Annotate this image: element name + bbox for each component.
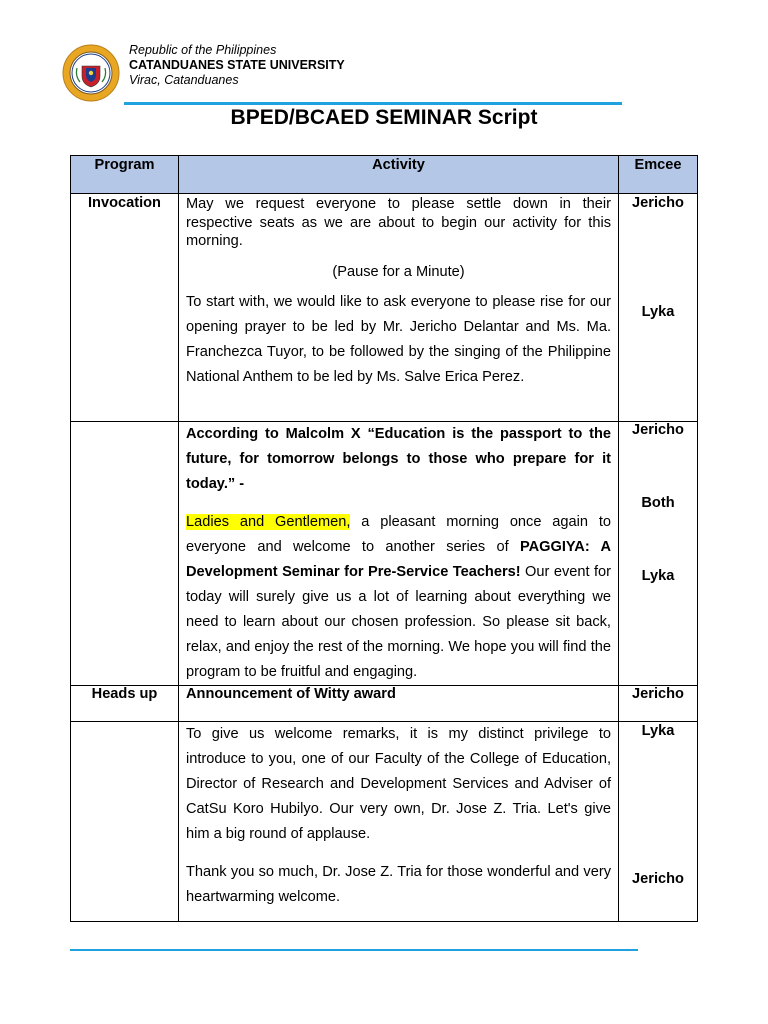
col-header-activity: Activity <box>179 156 619 194</box>
col-header-emcee: Emcee <box>619 156 698 194</box>
program-label: Invocation <box>88 195 161 211</box>
highlighted-greeting: Ladies and Gentlemen, <box>186 514 351 530</box>
activity-quote: According to Malcolm X “Education is the passport to the future, for tomorrow belongs to those who prepare for it today.” - <box>186 426 611 492</box>
activity-note: (Pause for a Minute) <box>332 263 465 280</box>
activity-paragraph: May we request everyone to please settle down in their respective seats as we are about to begin our activity for this morning. <box>186 196 611 249</box>
emcee-name: Jericho <box>632 686 684 702</box>
title-main: BPED/BCAED SEMINAR <box>230 106 473 129</box>
activity-cell <box>179 194 619 422</box>
table-row <box>71 422 698 686</box>
table-row <box>71 194 698 422</box>
emcee-cell <box>619 422 698 686</box>
col-header-program: Program <box>71 156 179 194</box>
activity-cell <box>179 686 619 722</box>
emcee-cell <box>619 722 698 922</box>
university-name: CATANDUANES STATE UNIVERSITY <box>129 58 345 72</box>
table-row <box>71 686 698 722</box>
script-table <box>70 155 698 922</box>
activity-cell <box>179 422 619 686</box>
activity-cell <box>179 722 619 922</box>
emcee-cell <box>619 194 698 422</box>
program-cell <box>71 722 179 922</box>
emcee-name: Jericho <box>632 422 684 438</box>
location-line: Virac, Catanduanes <box>129 73 239 87</box>
emcee-name: Lyka <box>641 304 675 320</box>
activity-paragraph <box>186 510 611 685</box>
emcee-name: Lyka <box>641 723 675 739</box>
letterhead <box>129 43 345 88</box>
emcee-cell <box>619 686 698 722</box>
bottom-divider <box>70 949 638 951</box>
emcee-name: Lyka <box>641 568 675 584</box>
program-label: Heads up <box>91 686 158 702</box>
university-seal-logo <box>62 44 120 102</box>
activity-text: a pleasant morning once again to everyone and welcome to another series of <box>186 514 612 555</box>
activity-text: Announcement of Witty award <box>186 686 396 702</box>
table-header-row <box>71 156 698 194</box>
page-title <box>0 106 768 130</box>
program-cell <box>71 194 179 422</box>
activity-paragraph: Thank you so much, Dr. Jose Z. Tria for those wonderful and very heartwarming welcome. <box>186 864 611 905</box>
emcee-name: Jericho <box>632 195 684 211</box>
table-row <box>71 722 698 922</box>
activity-paragraph: To start with, we would like to ask everyone to please rise for our opening prayer to be led by Mr. Jericho Delantar and Ms. Ma. Franchezca Tuyor, to be followed by the singing of the Philippine National Anthem to be led by Ms. Salve Erica Perez. <box>186 294 611 385</box>
seminar-title: PAGGIYA: A Development Seminar for Pre-Service Teachers! <box>186 539 611 580</box>
top-divider <box>124 102 622 105</box>
emcee-name: Both <box>641 495 675 511</box>
program-cell <box>71 422 179 686</box>
emcee-name: Jericho <box>632 871 684 887</box>
title-suffix: Script <box>477 106 538 129</box>
republic-line: Republic of the Philippines <box>129 43 277 57</box>
program-cell <box>71 686 179 722</box>
activity-text: Our event for today will surely give us a lot of learning about everything we need to learn about our chosen profession. So please sit back, relax, and enjoy the rest of the morning. We hope you will find the program to be fruitful and engaging. <box>186 564 611 680</box>
activity-paragraph: To give us welcome remarks, it is my distinct privilege to introduce to you, one of our Faculty of the College of Education, Director of Research and Development Services and Adviser of CatSu Koro Hubilyo. Our very own, Dr. Jose Z. Tria. Let's give him a big round of applause. <box>186 726 611 842</box>
